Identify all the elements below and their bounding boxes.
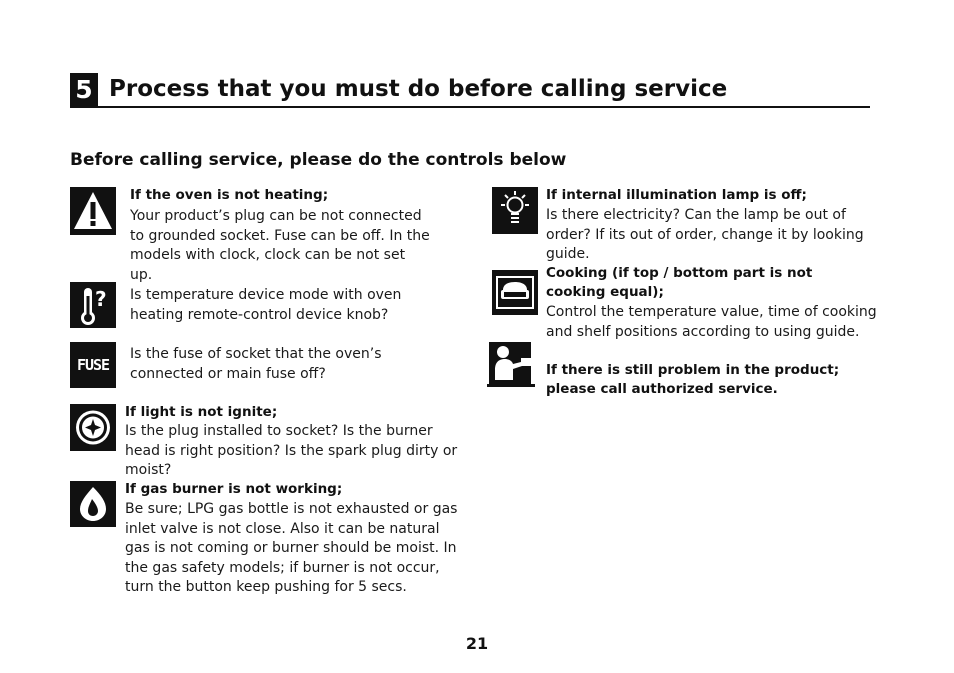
left-item-1-heading: If the oven is not heating; bbox=[130, 187, 329, 203]
left-item-4-body: Is the plug installed to socket? Is the burner head is right position? Is the spark plug dirty or moist? bbox=[125, 423, 458, 478]
fuse-icon-label: FUSE bbox=[76, 356, 110, 374]
title-underline bbox=[70, 106, 870, 108]
warning-icon bbox=[70, 187, 116, 235]
section-title: Process that you must do before calling service bbox=[109, 76, 728, 102]
page-number: 21 bbox=[465, 634, 489, 653]
left-item-1-body: Your product’s plug can be not connected to grounded socket. Fuse can be off. In the models with clock, clock can be not set up. bbox=[130, 208, 430, 283]
section-number-badge: 5 bbox=[70, 73, 98, 106]
service-technician-icon bbox=[487, 340, 535, 388]
page-subtitle: Before calling service, please do the controls below bbox=[70, 150, 567, 170]
right-item-3-heading: If there is still problem in the product; please call authorized service. bbox=[546, 362, 840, 397]
right-item-2-body: Control the temperature value, time of cooking and shelf positions according to using guide. bbox=[546, 304, 877, 340]
left-item-5-heading: If gas burner is not working; bbox=[125, 481, 343, 497]
igniter-icon bbox=[70, 404, 116, 451]
lamp-icon bbox=[492, 187, 538, 234]
svg-text:?: ? bbox=[95, 287, 107, 311]
left-item-2-body: Is temperature device mode with oven heating remote-control device knob? bbox=[130, 287, 402, 323]
right-item-2-heading: Cooking (if top / bottom part is not cooking equal); bbox=[546, 265, 813, 300]
flame-icon bbox=[70, 481, 116, 527]
left-item-3-body: Is the fuse of socket that the oven’s connected or main fuse off? bbox=[130, 346, 382, 382]
thermometer-question-icon bbox=[70, 282, 116, 328]
baking-dish-icon bbox=[492, 270, 538, 315]
right-item-1-heading: If internal illumination lamp is off; bbox=[546, 187, 807, 203]
left-item-5-body: Be sure; LPG gas bottle is not exhausted or gas inlet valve is not close. Also it can be natural gas is not coming or burner should be moist. In the gas safety models; if burner is not occur, turn the button keep pushing for 5 secs. bbox=[125, 501, 458, 595]
right-item-1-body: Is there electricity? Can the lamp be out of order? If its out of order, change it by looking guide. bbox=[546, 207, 864, 262]
left-item-4-heading: If light is not ignite; bbox=[125, 404, 278, 420]
fuse-icon bbox=[70, 342, 116, 388]
